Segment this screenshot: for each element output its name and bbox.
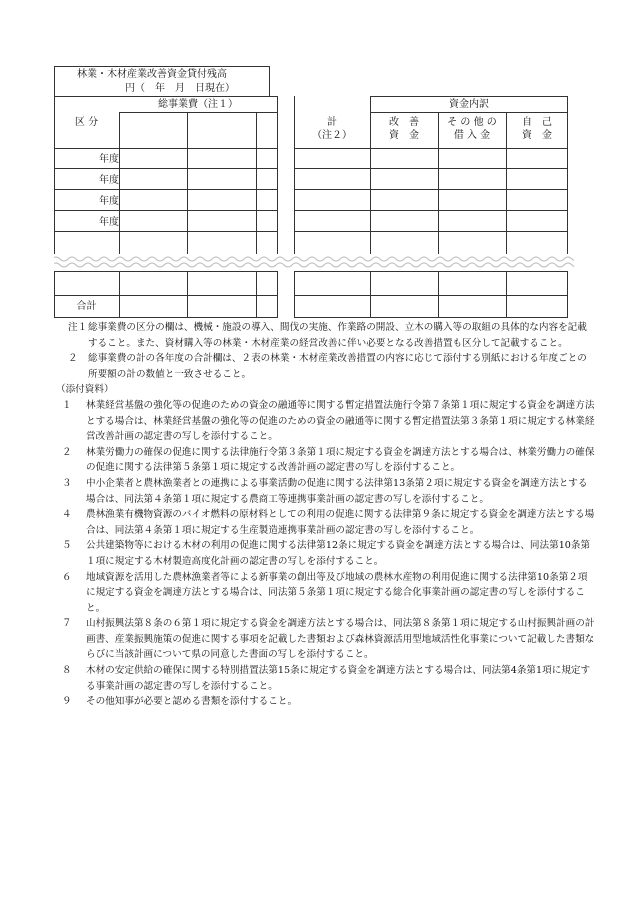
- attachment-number: ３: [62, 477, 72, 489]
- attachment-item: [50, 507, 595, 538]
- attachment-number: ２: [62, 446, 72, 458]
- kaizen-funds-header-2: 資 金: [389, 130, 419, 141]
- section-header: 区 分: [74, 117, 99, 128]
- attachment-number: １: [62, 399, 72, 411]
- attachments-heading: （添付資料）: [56, 384, 114, 396]
- attachment-text: 地域資源を活用した農林漁業者等による新事業の創出等及び地域の農林水産物の利用促進に関する法律第10条第２項に規定する資金を調達方法とする場合は、同法第５条第１項に規定する総合化事業計画の認定書の写しを添付すること。: [86, 571, 588, 614]
- attachment-number: ８: [62, 665, 72, 677]
- attachment-item: [50, 398, 595, 445]
- attachment-text: 林業経営基盤の強化等の促進のための資金の融通等に関する暫定措置法施行令第７条第１項に規定する資金を調達方法とする場合は、林業経営基盤の強化等の促進のための資金の融通等に関する暫定措置法第３条第１項に規定する林業経営改善計画の認定書の写しを添付すること。: [86, 399, 595, 443]
- attachment-item: [50, 616, 595, 663]
- total-project-header: 総事業費（注１）: [158, 99, 238, 110]
- attachment-item: [50, 538, 595, 569]
- other-loans-header-2: 借 入 金: [453, 130, 491, 141]
- attachment-item: [50, 570, 595, 617]
- notes-section: [50, 320, 595, 710]
- own-funds-header-2: 資 金: [522, 130, 552, 141]
- loan-balance-title: 林業・木材産業改善資金貸付残高: [77, 69, 227, 80]
- table-break-line: [54, 255, 574, 269]
- attachment-item: [50, 663, 595, 694]
- attachment-number: ７: [62, 618, 72, 630]
- attachment-number: ５: [62, 540, 72, 552]
- attachment-item: [50, 694, 595, 710]
- year-row-label: 年度: [99, 217, 119, 228]
- note-1: [50, 320, 595, 351]
- other-loans-header-1: そ の 他 の: [447, 117, 497, 128]
- attachment-text: 林業労働力の確保の促進に関する法律施行令第３条第１項に規定する資金を調達方法とする場合は、林業労働力の確保の促進に関する法律第５条第１項に規定する改善計画の認定書の写しを添付すること。: [86, 446, 595, 474]
- attachment-number: ４: [62, 509, 72, 521]
- note-1-text: 総事業費の区分の欄は、機械・施設の導入、間伐の実施、作業路の開設、立木の購入等の取組の具体的な内容を記載すること。また、資材購入等の林業・木材産業の経営改善に伴い必要となる改善措置も区分して記載すること。: [88, 322, 587, 349]
- note-2-marker: ２: [68, 353, 78, 365]
- own-funds-header-1: 自 己: [522, 117, 552, 128]
- year-row-label: 年度: [99, 175, 119, 186]
- attachment-text: 公共建築物等における木材の利用の促進に関する法律第12条に規定する資金を調達方法とする場合は、同法第10条第１項に規定する木材製造高度化計画の認定書の写しを添付すること。: [86, 540, 591, 567]
- table-lower-segment: [54, 271, 568, 318]
- total-row-label: 合計: [76, 301, 97, 312]
- note-1-marker: 注１: [68, 322, 88, 333]
- year-row-label: 年度: [99, 154, 119, 165]
- attachment-item: [50, 445, 595, 476]
- attachment-text: 山村振興法第８条の６第１項に規定する資金を調達方法とする場合は、同法第８条第１項に規定する山村振興計画の計画書、産業振興施策の促進に関する事項を記載した書類および森林資源活用型地域活性化事業について記載した書類ならびに当該計画について県の同意した書面の写しを添付すること。: [86, 618, 595, 661]
- attachment-text: その他知事が必要と認める書類を添付すること。: [86, 696, 298, 708]
- year-row-label: 年度: [99, 196, 119, 207]
- attachment-item: [50, 476, 595, 507]
- attachment-number: ９: [62, 696, 72, 708]
- attachment-text: 農林漁業有機物資源のバイオ燃料の原材料としての利用の促進に関する法律第９条に規定する資金を調達方法とする場合は、同法第４条第１項に規定する生産製造連携事業計画の認定書の写しを添付すること。: [86, 509, 595, 536]
- note-2: [50, 351, 595, 382]
- attachment-number: ６: [62, 571, 72, 583]
- sum-header: 計: [327, 117, 337, 128]
- note-2-text: 総事業費の計の各年度の合計欄は、２表の林業・木材産業改善措置の内容に応じて添付する別紙における年度ごとの所要額の計の数値と一致させること。: [88, 353, 587, 380]
- kaizen-funds-header-1: 改 善: [389, 117, 419, 128]
- sum-note: （注２）: [312, 130, 352, 141]
- table-lower-grid: [54, 271, 568, 318]
- attachment-text: 中小企業者と農林漁業者との連携による事業活動の促進に関する法律第13条第２項に規定する資金を調達方法とする場合は、同法第４条第１項に規定する農商工等連携事業計画の認定書の写しを添付すること。: [86, 477, 588, 505]
- table-upper-segment: [54, 96, 568, 254]
- attachment-text: 木材の安定供給の確保に関する特別措置法第15条に規定する資金を調達方法とする場合は、同法第4条第1項に規定する事業計画の認定書の写しを添付すること。: [86, 665, 591, 692]
- funds-breakdown-header: 資金内訳: [449, 99, 489, 110]
- loan-balance-box: [54, 66, 270, 97]
- loan-balance-date: 円（ 年 月 日現在）: [125, 83, 235, 94]
